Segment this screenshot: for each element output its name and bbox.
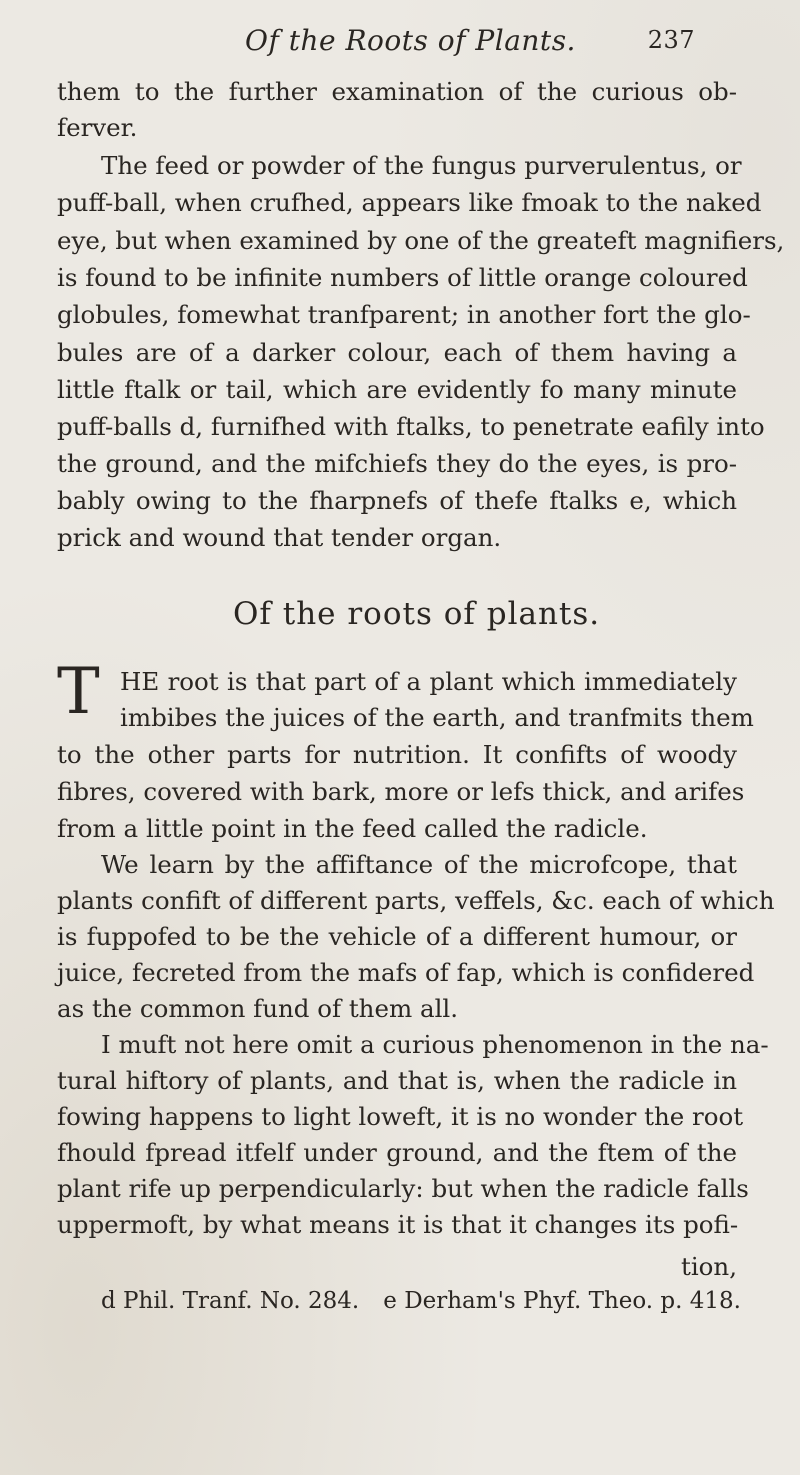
text-line: from a little point in the feed called the radicle. bbox=[57, 814, 648, 843]
text-line: prick and wound that tender organ. bbox=[57, 523, 502, 552]
text-line: little ftalk or tail, which are evidently fo many minute bbox=[57, 375, 737, 404]
text-line: The feed or powder of the fungus purverulentus, or bbox=[101, 151, 742, 180]
text-line: We learn by the affiftance of the microfcope, that bbox=[101, 850, 737, 879]
text-line: globules, fomewhat tranfparent; in another fort the glo- bbox=[57, 300, 751, 329]
catchword: tion, bbox=[681, 1252, 737, 1281]
running-head-title: Of the Roots of Plants. bbox=[245, 24, 576, 57]
text-line: to the other parts for nutrition. It confifts of woody bbox=[57, 740, 737, 769]
footnote-e: e Derham's Phyf. Theo. p. 418. bbox=[383, 1288, 741, 1314]
text-line: fhould fpread itfelf under ground, and the ftem of the bbox=[57, 1138, 737, 1167]
text-line: ferver. bbox=[57, 113, 138, 142]
footnote-d: d Phil. Tranf. No. 284. bbox=[101, 1288, 360, 1314]
drop-cap: T bbox=[57, 655, 100, 729]
text-line: plants confift of different parts, veffels, &c. each of which bbox=[57, 886, 775, 915]
page-number: 237 bbox=[647, 26, 695, 54]
text-line: bably owing to the fharpnefs of thefe ftalks e, which bbox=[57, 486, 737, 515]
section-heading: Of the roots of plants. bbox=[233, 596, 601, 632]
text-line: fibres, covered with bark, more or lefs thick, and arifes bbox=[57, 777, 745, 806]
text-line: puff-ball, when crufhed, appears like fmoak to the naked bbox=[57, 188, 762, 217]
text-line: puff-balls d, furnifhed with ftalks, to penetrate eafily into bbox=[57, 412, 765, 441]
text-line: plant rife up perpendicularly: but when the radicle falls bbox=[57, 1174, 749, 1203]
text-line: juice, fecreted from the mafs of fap, which is confidered bbox=[57, 958, 755, 987]
running-head bbox=[245, 24, 695, 57]
text-line: them to the further examination of the curious ob- bbox=[57, 77, 737, 106]
text-line: fowing happens to light loweft, it is no wonder the root bbox=[57, 1102, 744, 1131]
text-line: the ground, and the mifchiefs they do the eyes, is pro- bbox=[57, 449, 737, 478]
text-line: is found to be infinite numbers of little orange coloured bbox=[57, 263, 748, 292]
text-line: tural hiftory of plants, and that is, when the radicle in bbox=[57, 1066, 737, 1095]
text-line: bules are of a darker colour, each of them having a bbox=[57, 338, 737, 367]
text-line: is fuppofed to be the vehicle of a different humour, or bbox=[57, 922, 737, 951]
text-line: as the common fund of them all. bbox=[57, 994, 459, 1023]
text-line: I muft not here omit a curious phenomenon in the na- bbox=[101, 1030, 769, 1059]
text-line: eye, but when examined by one of the greateft magnifiers, bbox=[57, 226, 785, 255]
text-line: imbibes the juices of the earth, and tranfmits them bbox=[120, 703, 754, 732]
footnotes bbox=[101, 1288, 741, 1314]
text-line: uppermoft, by what means it is that it changes its pofi- bbox=[57, 1210, 739, 1239]
text-line: HE root is that part of a plant which immediately bbox=[120, 667, 737, 696]
